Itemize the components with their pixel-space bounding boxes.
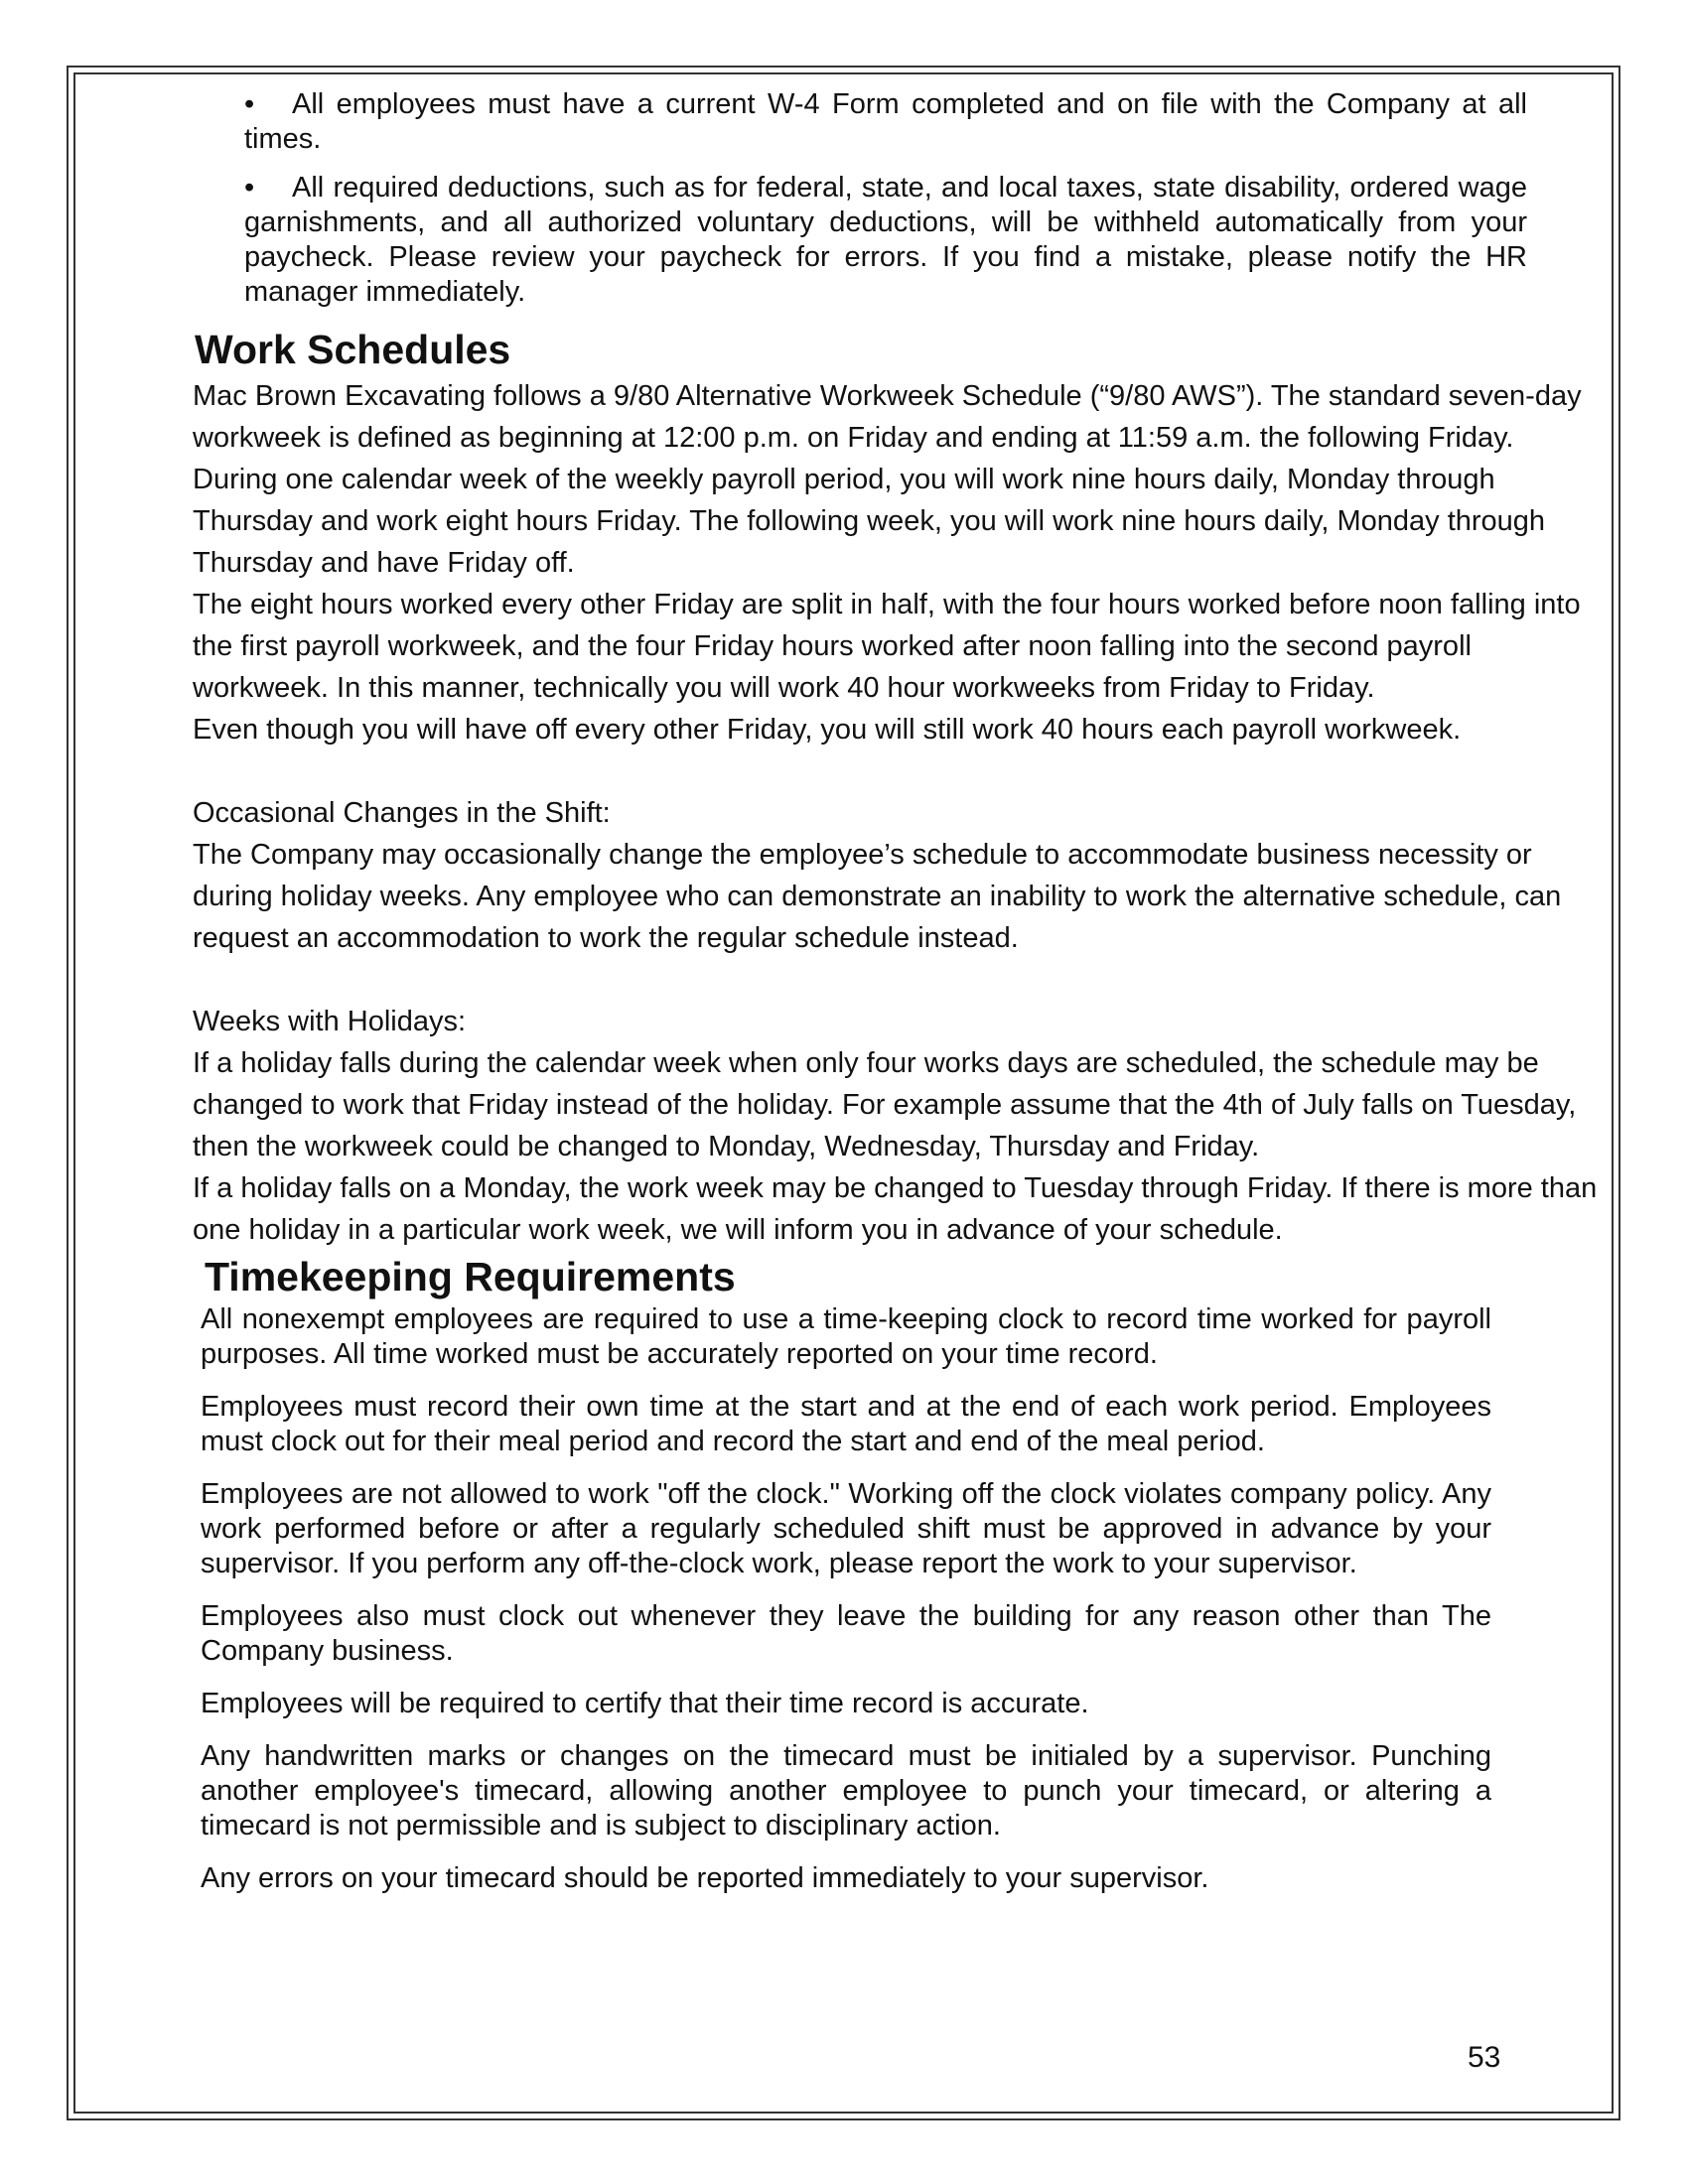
- timekeeping-body: [201, 1302, 1491, 1896]
- work-schedules-paragraph: During one calendar week of the weekly payroll period, you will work nine hours daily, Monday through Thursday and work eight hours Friday. The following week, you will work nine hours daily, Monday through Thursday and have Friday off.: [193, 464, 1546, 579]
- bullet-item: [193, 87, 1527, 157]
- section-heading-work-schedules: Work Schedules: [195, 327, 511, 372]
- timekeeping-paragraph: Employees will be required to certify that their time record is accurate.: [201, 1688, 1089, 1719]
- bullet-item: [193, 171, 1527, 310]
- work-schedules-paragraph: Even though you will have off every other Friday, you will still work 40 hours each payroll workweek.: [193, 714, 1462, 746]
- spacer: [193, 959, 1603, 1001]
- timekeeping-paragraph: All nonexempt employees are required to use a time-keeping clock to record time worked for payroll purposes. All time worked must be accurately reported on your time record.: [201, 1303, 1491, 1370]
- page-content: [193, 87, 1603, 1914]
- timekeeping-paragraph: Employees are not allowed to work "off the clock." Working off the clock violates company policy. Any work performed before or after a regularly scheduled shift must be approved in advance by your supervisor. If you perform any off-the-clock work, please report the work to your supervisor.: [201, 1478, 1491, 1579]
- bullet-dot-icon: •: [244, 88, 255, 120]
- timekeeping-paragraph: Employees must record their own time at the start and at the end of each work period. Employees must clock out for their meal period and record the start and end of the meal period.: [201, 1391, 1491, 1457]
- subsection-label-holidays: Weeks with Holidays:: [193, 1006, 467, 1037]
- page-number: 53: [1468, 2041, 1501, 2074]
- bullet-text: All required deductions, such as for federal, state, and local taxes, state disability, ordered wage garnishments, and all authorized voluntary deductions, will be withheld automatically from your paycheck. Please review your paycheck for errors. If you find a mistake, please notify the HR manager immediately.: [244, 172, 1527, 308]
- timekeeping-paragraph: Any errors on your timecard should be reported immediately to your supervisor.: [201, 1862, 1209, 1894]
- bullet-dot-icon: •: [244, 172, 255, 204]
- spacer: [193, 751, 1603, 792]
- bullet-text: All employees must have a current W-4 Form completed and on file with the Company at all times.: [244, 88, 1527, 155]
- timekeeping-paragraph: Employees also must clock out whenever they leave the building for any reason other than The Company business.: [201, 1600, 1491, 1667]
- section-heading-timekeeping: Timekeeping Requirements: [205, 1254, 736, 1299]
- shift-changes-paragraph: The Company may occasionally change the employee’s schedule to accommodate business necessity or during holiday weeks. Any employee who can demonstrate an inability to work the alternative schedule, can request an accommodation to work the regular schedule instead.: [193, 839, 1562, 954]
- holidays-paragraph: If a holiday falls during the calendar week when only four works days are scheduled, the schedule may be changed to work that Friday instead of the holiday. For example assume that the 4th of July falls on Tuesday, then the workweek could be changed to Monday, Wednesday, Thursday and Friday.: [193, 1047, 1577, 1162]
- work-schedules-paragraph: The eight hours worked every other Friday are split in half, with the four hours worked before noon falling into the first payroll workweek, and the four Friday hours worked after noon falling into the second payroll workweek. In this manner, technically you will work 40 hour workweeks from Friday to Friday.: [193, 589, 1581, 704]
- work-schedules-paragraph: Mac Brown Excavating follows a 9/80 Alternative Workweek Schedule (“9/80 AWS”). The standard seven-day workweek is defined as beginning at 12:00 p.m. on Friday and ending at 11:59 a.m. the following Friday.: [193, 380, 1582, 454]
- timekeeping-paragraph: Any handwritten marks or changes on the timecard must be initialed by a supervisor. Punching another employee's timecard, allowing another employee to punch your timecard, or altering a timecard is not permissible and is subject to disciplinary action.: [201, 1740, 1491, 1842]
- subsection-label-shift-changes: Occasional Changes in the Shift:: [193, 797, 611, 829]
- holidays-paragraph: If a holiday falls on a Monday, the work week may be changed to Tuesday through Friday. If there is more than one holiday in a particular work week, we will inform you in advance of your schedule.: [193, 1172, 1598, 1246]
